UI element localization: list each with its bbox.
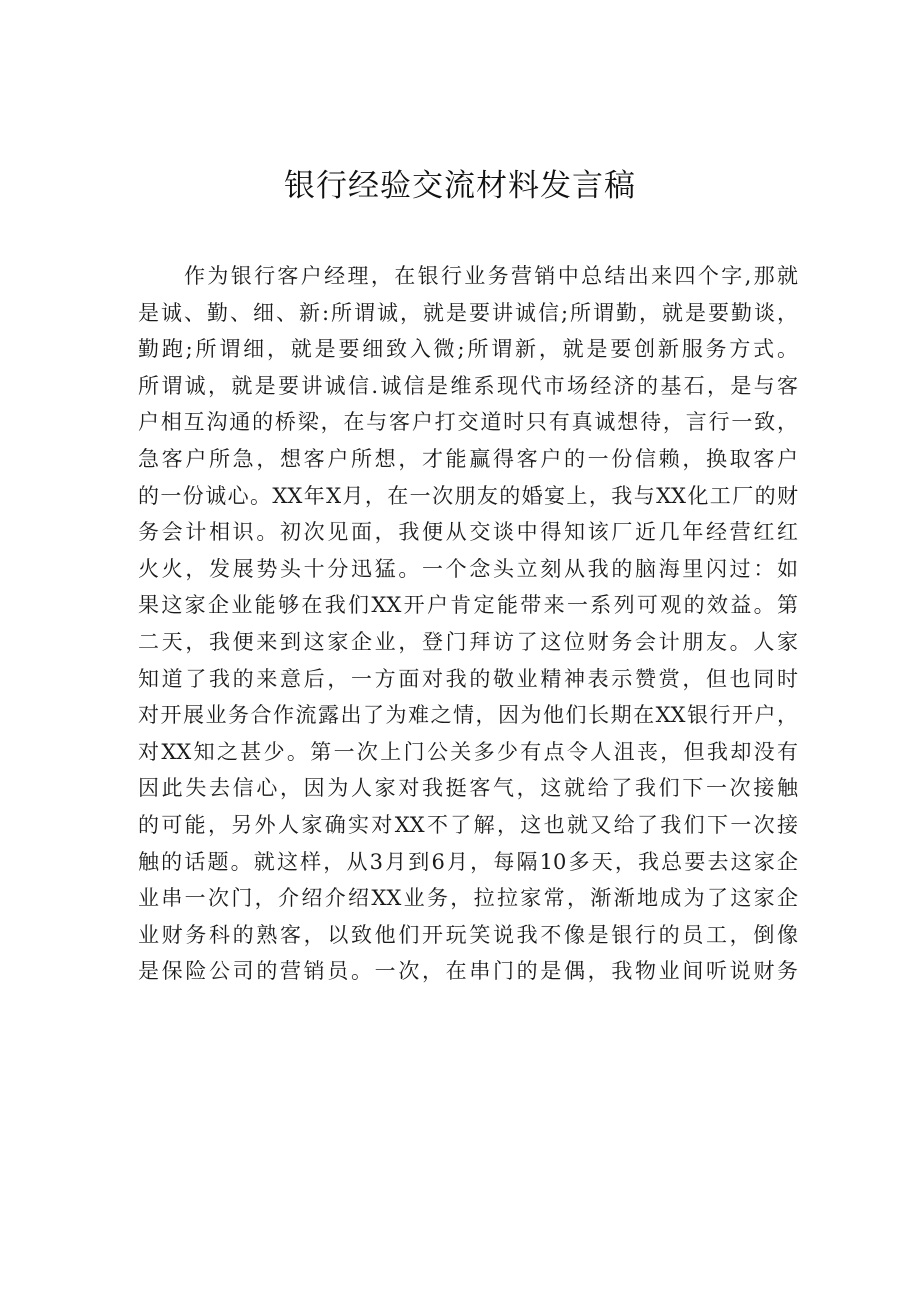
document-body bbox=[138, 258, 798, 990]
text-line: 知道了我的来意后，一方面对我的敬业精神表示赞赏，但也同时 bbox=[138, 666, 798, 691]
text-line: 业财务科的熟客，以致他们开玩笑说我不像是银行的员工，倒像 bbox=[138, 922, 798, 947]
text-line: 户相互沟通的桥梁，在与客户打交道时只有真诚想待，言行一致， bbox=[138, 410, 798, 435]
text-line: 业串一次门，介绍介绍XX业务，拉拉家常，渐渐地成为了这家企 bbox=[138, 886, 798, 911]
text-line: 对开展业务合作流露出了为难之情，因为他们长期在XX银行开户， bbox=[138, 703, 798, 728]
text-line: 作为银行客户经理，在银行业务营销中总结出来四个字,那就 bbox=[184, 264, 798, 288]
text-line: 二天，我便来到这家企业，登门拜访了这位财务会计朋友。人家 bbox=[138, 629, 798, 654]
text-line: 急客户所急，想客户所想，才能赢得客户的一份信赖，换取客户 bbox=[138, 446, 798, 471]
text-line: 触的话题。就这样，从3月到6月，每隔10多天，我总要去这家企 bbox=[138, 849, 798, 874]
text-line: 的可能，另外人家确实对XX不了解，这也就又给了我们下一次接 bbox=[138, 812, 798, 837]
text-line: 是诚、勤、细、新:所谓诚，就是要讲诚信;所谓勤，就是要勤谈， bbox=[138, 300, 798, 325]
text-line: 所谓诚，就是要讲诚信.诚信是维系现代市场经济的基石，是与客 bbox=[138, 373, 798, 398]
text-line: 的一份诚心。XX年X月，在一次朋友的婚宴上，我与XX化工厂的财 bbox=[138, 483, 798, 508]
text-line: 是保险公司的营销员。一次，在串门的是偶，我物业间听说财务 bbox=[138, 959, 798, 984]
text-line: 对XX知之甚少。第一次上门公关多少有点令人沮丧，但我却没有 bbox=[138, 739, 798, 764]
text-line: 务会计相识。初次见面，我便从交谈中得知该厂近几年经营红红 bbox=[138, 520, 798, 545]
text-line: 因此失去信心，因为人家对我挺客气，这就给了我们下一次接触 bbox=[138, 776, 798, 801]
text-line: 火火，发展势头十分迅猛。一个念头立刻从我的脑海里闪过：如 bbox=[138, 556, 798, 581]
text-line: 果这家企业能够在我们XX开户肯定能带来一系列可观的效益。第 bbox=[138, 593, 798, 618]
document-title: 银行经验交流材料发言稿 bbox=[284, 168, 636, 204]
text-line: 勤跑;所谓细，就是要细致入微;所谓新，就是要创新服务方式。 bbox=[138, 337, 798, 362]
